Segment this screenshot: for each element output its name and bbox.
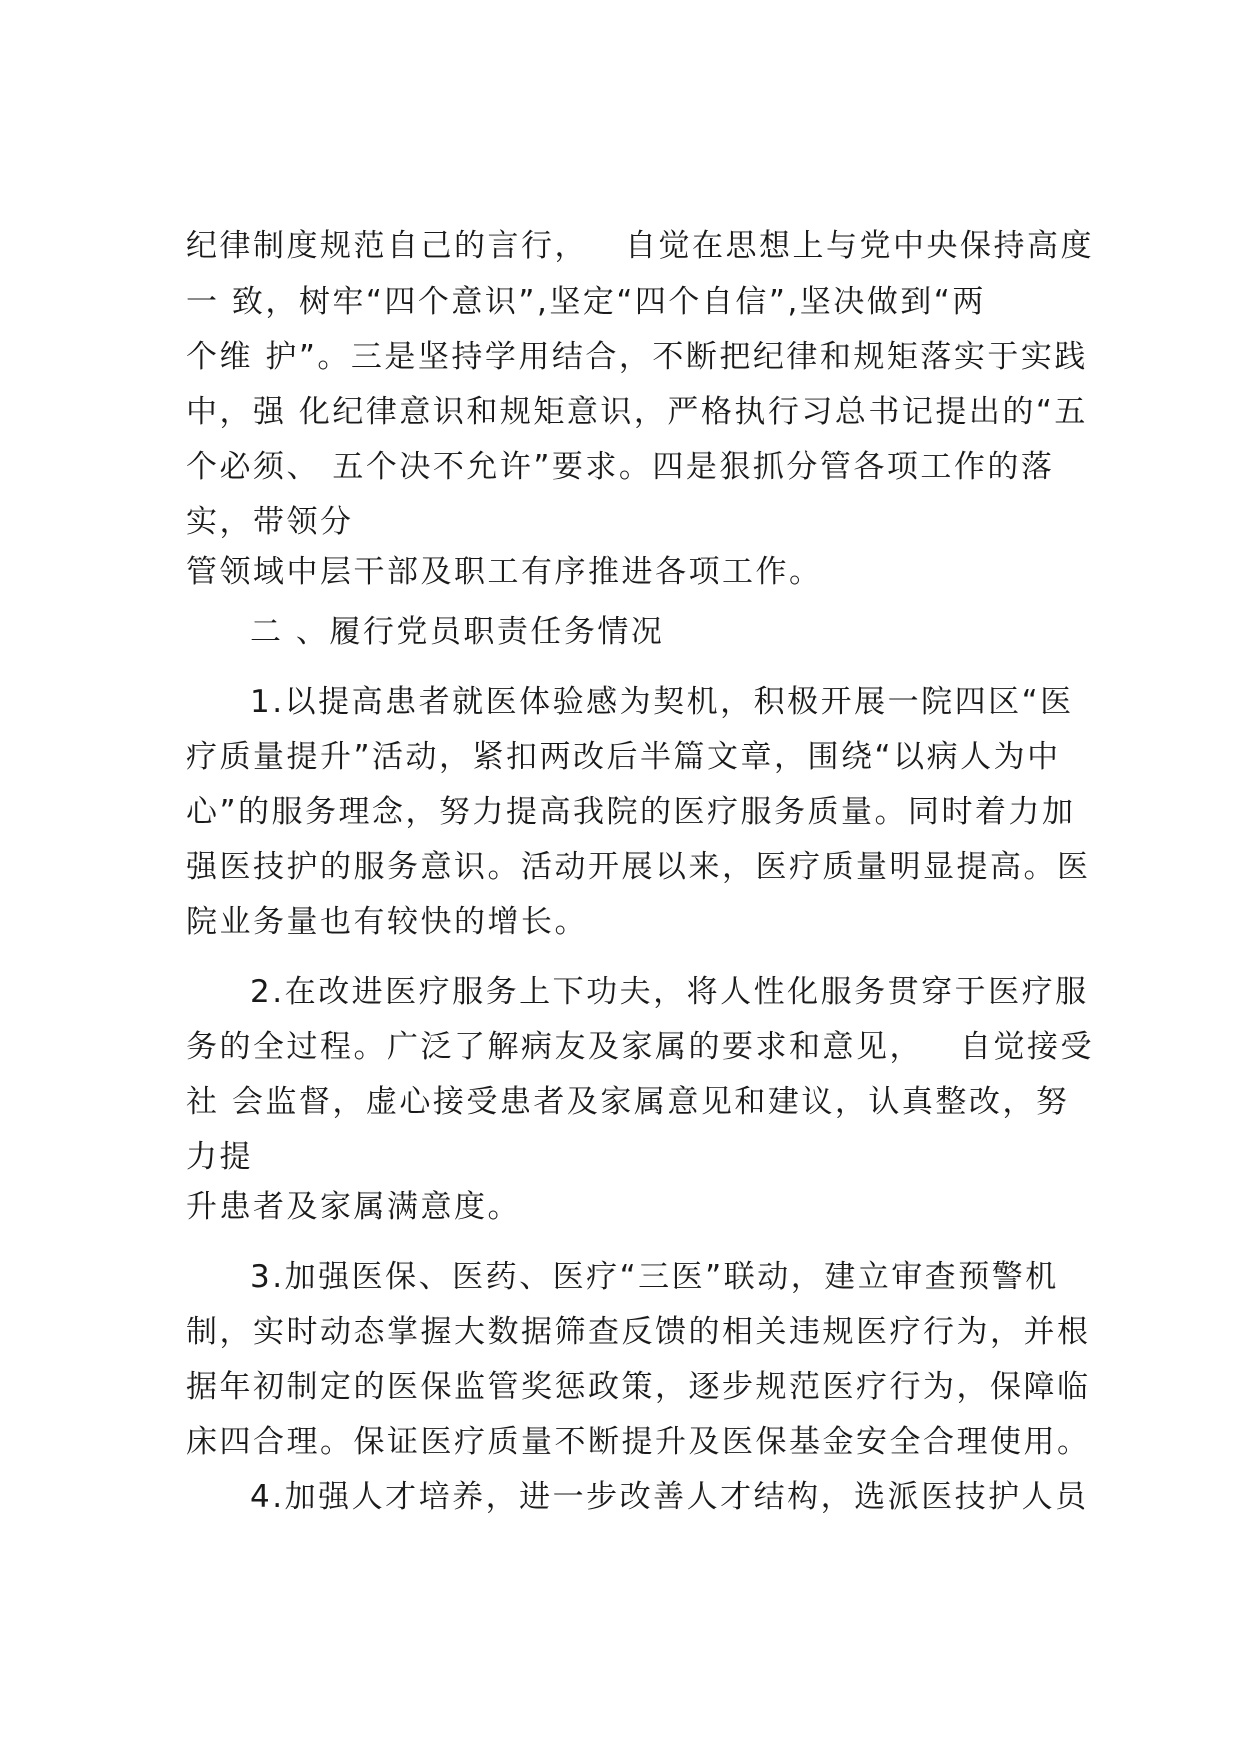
text-line: 据年初制定的医保监管奖惩政策，逐步规范医疗行为，保障临 (186, 1369, 1091, 1405)
text-line: 社 会监督，虚心接受患者及家属意见和建议，认真整改，努 (186, 1084, 1070, 1120)
text-line: 升患者及家属满意度。 (186, 1189, 521, 1225)
text-line: 一 致，树牢“四个意识”,坚定“四个自信”,坚决做到“两 (186, 284, 986, 320)
text-line: 务的全过程。广泛了解病友及家属的要求和意见， 自觉接受 (186, 1029, 1095, 1065)
text-line: 床四合理。保证医疗质量不断提升及医保基金安全合理使用。 (186, 1424, 1091, 1460)
text-line: 中，强 化纪律意识和规矩意识，严格执行习总书记提出的“五 (186, 394, 1088, 430)
text-line: 实，带领分 (186, 504, 354, 540)
text-line: 强医技护的服务意识。活动开展以来，医疗质量明显提高。医 (186, 849, 1091, 885)
text-line: 制，实时动态掌握大数据筛查反馈的相关违规医疗行为，并根 (186, 1314, 1091, 1350)
text-line: 纪律制度规范自己的言行， 自觉在思想上与党中央保持高度 (186, 228, 1095, 264)
section-heading: 二 、履行党员职责任务情况 (250, 614, 665, 650)
text-line: 疗质量提升”活动，紧扣两改后半篇文章，围绕“以病人为中 (186, 739, 1061, 775)
text-line: 管领域中层干部及职工有序推进各项工作。 (186, 554, 823, 590)
text-line: 力提 (186, 1139, 253, 1175)
paragraph-start: 4.加强人才培养，进一步改善人才结构，选派医技护人员 (250, 1479, 1089, 1515)
text-line: 个维 护”。三是坚持学用结合，不断把纪律和规矩落实于实践 (186, 339, 1088, 375)
text-line: 院业务量也有较快的增长。 (186, 904, 588, 940)
text-line: 心”的服务理念，努力提高我院的医疗服务质量。同时着力加 (186, 794, 1076, 830)
paragraph-start: 2.在改进医疗服务上下功夫，将人性化服务贯穿于医疗服 (250, 974, 1089, 1010)
paragraph-start: 3.加强医保、医药、医疗“三医”联动，建立审查预警机 (250, 1259, 1059, 1295)
paragraph-start: 1.以提高患者就医体验感为契机，积极开展一院四区“医 (250, 684, 1074, 720)
text-line: 个必须、 五个决不允许”要求。四是狠抓分管各项工作的落 (186, 449, 1055, 485)
